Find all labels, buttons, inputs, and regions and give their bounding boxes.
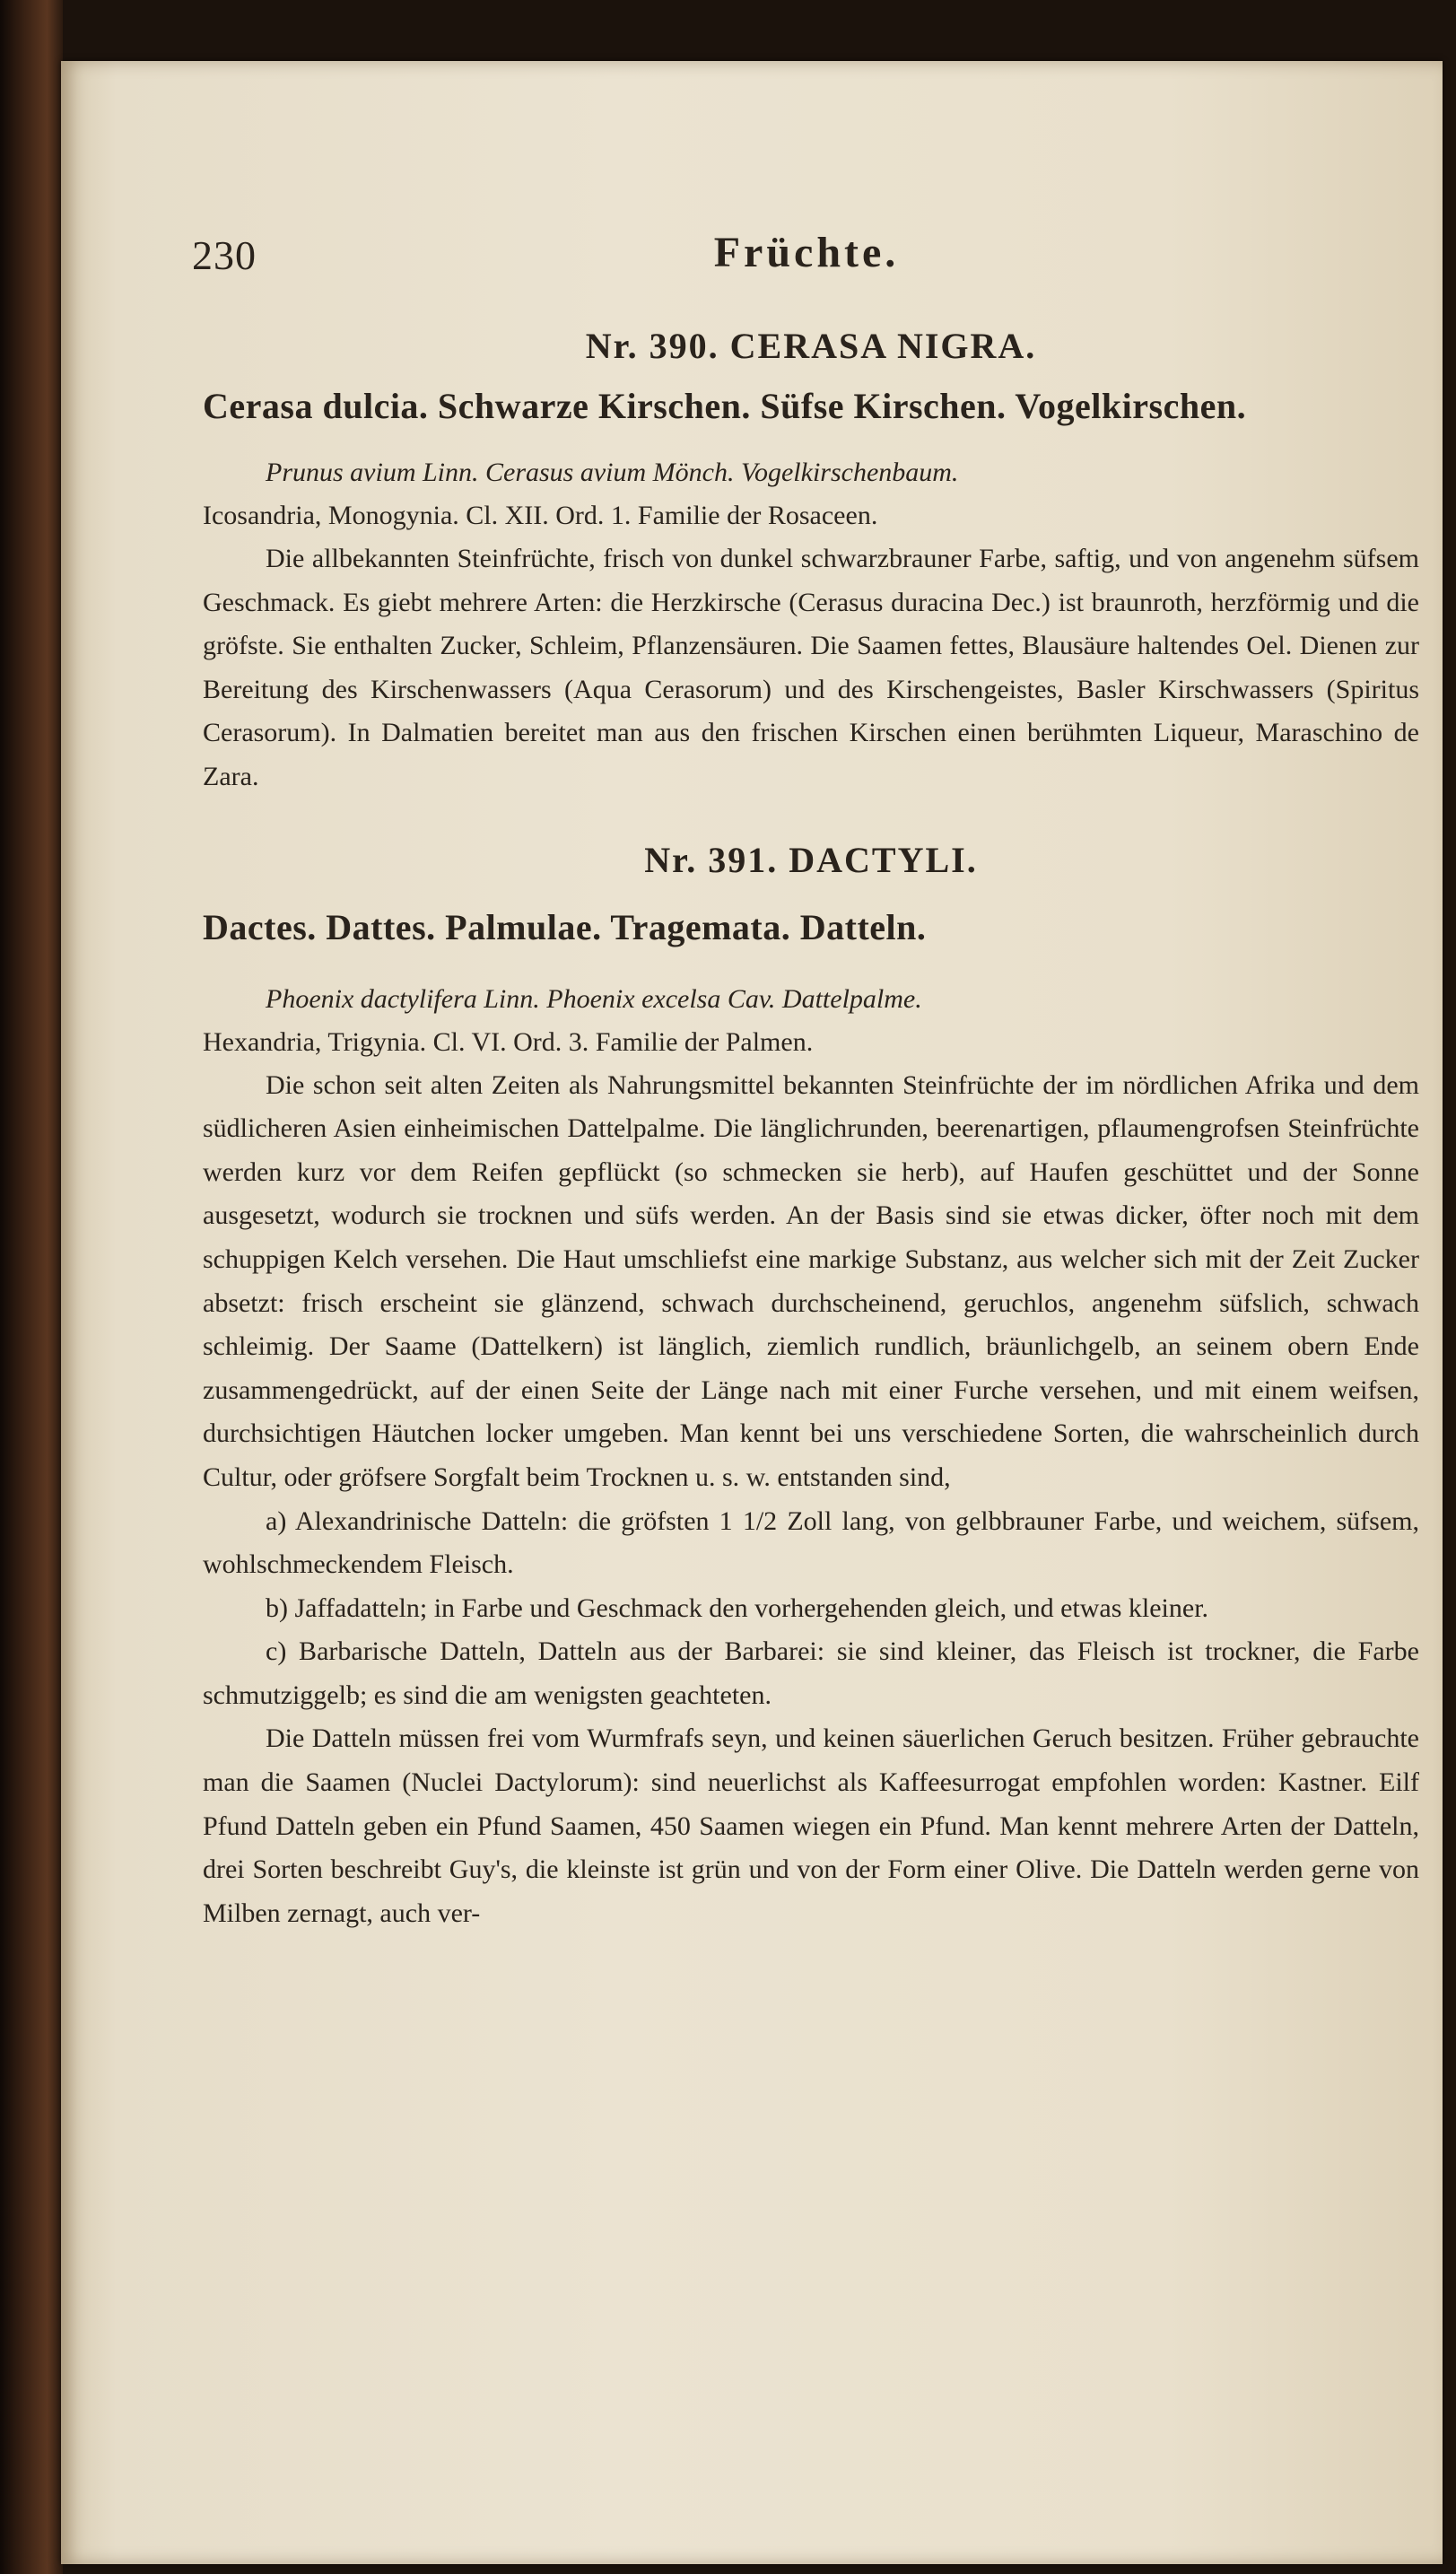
entry-title: Nr. 390. CERASA NIGRA. <box>585 326 1037 366</box>
page-number: 230 <box>192 232 257 278</box>
entry-names: Cerasa dulcia. Schwarze Kirschen. Süfse Kirschen. Vogelkirschen. <box>203 386 1247 426</box>
entry-synonyms: Phoenix dactylifera Linn. Phoenix excelsa Cav. Dattelpalme. <box>266 983 922 1014</box>
list-item: b) Jaffadatteln; in Farbe und Geschmack den vorhergehenden gleich, und etwas kleiner. <box>266 1592 1209 1623</box>
entry-paragraph: Die schon seit alten Zeiten als Nahrungsmittel bekannten Steinfrüchte der im nördlichen Afrika und dem südlicheren Asien einheimischen Dattelpalme. Die länglichrunden, beerenartigen, pflaumengrofsen Steinfrüchte werden kurz vor dem Reifen gepflückt (so schmecken sie herb), auf Haufen geschüttet und der Sonne ausgesetzt, wodurch sie trocknen und süfs werden. An der Basis sind sie etwas dicker, öfter noch mit dem schuppigen Kelch versehen. Die Haut umschliefst eine markige Substanz, aus welcher sich mit der Zeit Zucker absetzt: frisch erscheint sie glänzend, schwach durchscheinend, geruchlos, angenehm süfslich, schwach schleimig. Der Saame (Dattelkern) ist länglich, ziemlich rundlich, bräunlichgelb, an seinem obern Ende zusammengedrückt, auf der einen Seite der Länge nach mit einer Furche versehen, und mit einem weifsen, durchsichtigen Häutchen locker umgeben. Man kennt bei uns verschiedene Sorten, die wahrscheinlich durch Cultur, oder gröfsere Sorgfalt beim Trocknen u. s. w. entstanden sind, <box>203 1069 1419 1492</box>
list-item: c) Barbarische Datteln, Datteln aus der Barbarei: sie sind kleiner, das Fleisch ist trockner, die Farbe schmutziggelb; es sind die am wenigsten geachteten. <box>203 1636 1419 1710</box>
book-spine <box>0 0 63 2574</box>
entry-classification: Icosandria, Monogynia. Cl. XII. Ord. 1. Familie der Rosaceen. <box>203 501 878 530</box>
running-head <box>192 231 1421 285</box>
entry-closing-paragraph: Die Datteln müssen frei vom Wurmfrafs seyn, und keinen säuerlichen Geruch besitzen. Früher gebrauchte man die Saamen (Nuclei Dactylorum): sind neuerlichst als Kaffeesurrogat empfohlen worden: Kastner. Eilf Pfund Datteln geben ein Pfund Saamen, 450 Saamen wiegen ein Pfund. Man kennt mehrere Arten der Datteln, drei Sorten beschreibt Guy's, die kleinste ist grün und von der Form einer Olive. Die Datteln werden gerne von Milben zernagt, auch ver- <box>203 1723 1419 1928</box>
running-title: Früchte. <box>713 229 900 276</box>
list-item: a) Alexandrinische Datteln: die gröfsten 1 1/2 Zoll lang, von gelbbrauner Farbe, und weichem, süfsem, wohlschmeckendem Fleisch. <box>203 1505 1419 1580</box>
entry-paragraph: Die allbekannten Steinfrüchte, frisch von dunkel schwarzbrauner Farbe, saftig, und von angenehm süfsem Geschmack. Es giebt mehrere Arten: die Herzkirsche (Cerasus duracina Dec.) ist braunroth, herzförmig und die gröfste. Sie enthalten Zucker, Schleim, Pflanzensäuren. Die Saamen fettes, Blausäure haltendes Oel. Dienen zur Bereitung des Kirschenwassers (Aqua Cerasorum) und des Kirschengeistes, Basler Kirschwassers (Spiritus Cerasorum). In Dalmatien bereitet man aus den frischen Kirschen einen berühmten Liqueur, Maraschino de Zara. <box>203 544 1419 791</box>
entry-classification: Hexandria, Trigynia. Cl. VI. Ord. 3. Familie der Palmen. <box>203 1026 814 1057</box>
entry-names: Dactes. Dattes. Palmulae. Tragemata. Datteln. <box>203 906 927 947</box>
entry-title: Nr. 391. DACTYLI. <box>644 839 978 880</box>
text-block <box>203 325 1419 1935</box>
entry-synonyms: Prunus avium Linn. Cerasus avium Mönch. Vogelkirschenbaum. <box>266 458 959 487</box>
